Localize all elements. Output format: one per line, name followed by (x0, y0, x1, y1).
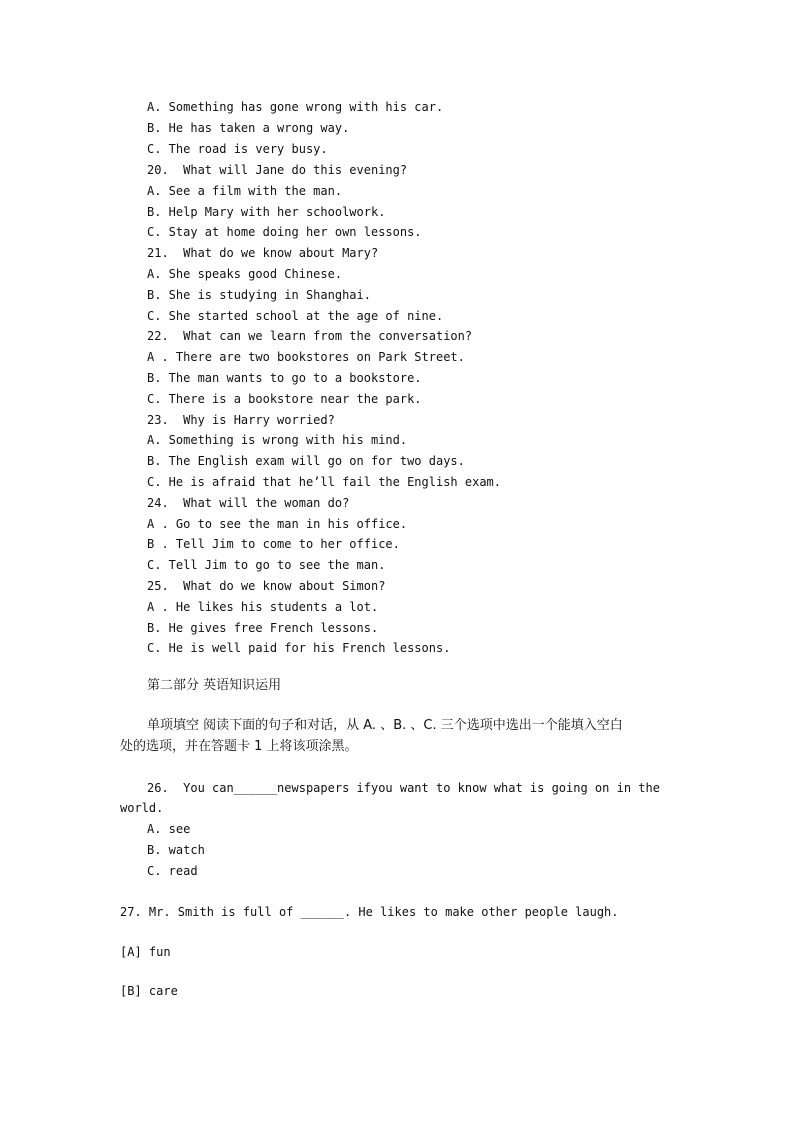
q26-option-b: B. watch (147, 843, 205, 857)
q23-option-c: C. He is afraid that he’ll fail the English exam. (147, 475, 502, 489)
q22-option-b: B. The man wants to go to a bookstore. (147, 371, 422, 385)
part2-instruction-line1: 单项填空 阅读下面的句子和对话，从 A. 、B. 、C. 三个选项中选出一个能填入空白 (147, 718, 623, 733)
q26-question-line2: world. (120, 801, 164, 815)
q25-option-c: C. He is well paid for his French lessons. (147, 641, 451, 655)
part2-title: 第二部分 英语知识运用 (147, 678, 282, 693)
q25-option-a: A . He likes his students a lot. (147, 600, 379, 614)
q24-option-a: A . Go to see the man in his office. (147, 517, 408, 531)
q20-option-b: B. Help Mary with her schoolwork. (147, 205, 386, 219)
q26-option-c: C. read (147, 864, 198, 878)
q27-option-b: [B] care (120, 984, 178, 998)
q21-option-b: B. She is studying in Shanghai. (147, 288, 371, 302)
q21-question: 21. What do we know about Mary? (147, 246, 379, 260)
q20-question: 20. What will Jane do this evening? (147, 163, 408, 177)
q19-option-b: B. He has taken a wrong way. (147, 121, 350, 135)
q27-question: 27. Mr. Smith is full of ______. He likes to make other people laugh. (120, 905, 619, 919)
q23-question: 23. Why is Harry worried? (147, 413, 335, 427)
q23-option-b: B. The English exam will go on for two days. (147, 454, 465, 468)
q20-option-c: C. Stay at home doing her own lessons. (147, 225, 422, 239)
q20-option-a: A. See a film with the man. (147, 184, 343, 198)
q22-question: 22. What can we learn from the conversation? (147, 329, 473, 343)
q24-option-c: C. Tell Jim to go to see the man. (147, 558, 386, 572)
q22-option-a: A . There are two bookstores on Park Street. (147, 350, 465, 364)
q21-option-c: C. She started school at the age of nine. (147, 309, 444, 323)
q25-question: 25. What do we know about Simon? (147, 579, 386, 593)
q27-option-a: [A] fun (120, 945, 171, 959)
q22-option-c: C. There is a bookstore near the park. (147, 392, 422, 406)
part2-instruction-line2: 处的选项，并在答题卡 1 上将该项涂黑。 (120, 739, 358, 754)
q24-option-b: B . Tell Jim to come to her office. (147, 537, 400, 551)
q21-option-a: A. She speaks good Chinese. (147, 267, 343, 281)
q26-option-a: A. see (147, 822, 191, 836)
q26-question-line1: 26. You can______newspapers ifyou want to know what is going on in the (147, 781, 660, 795)
q25-option-b: B. He gives free French lessons. (147, 621, 379, 635)
q19-option-c: C. The road is very busy. (147, 142, 328, 156)
q24-question: 24. What will the woman do? (147, 496, 350, 510)
q23-option-a: A. Something is wrong with his mind. (147, 433, 408, 447)
q19-option-a: A. Something has gone wrong with his car. (147, 100, 444, 114)
